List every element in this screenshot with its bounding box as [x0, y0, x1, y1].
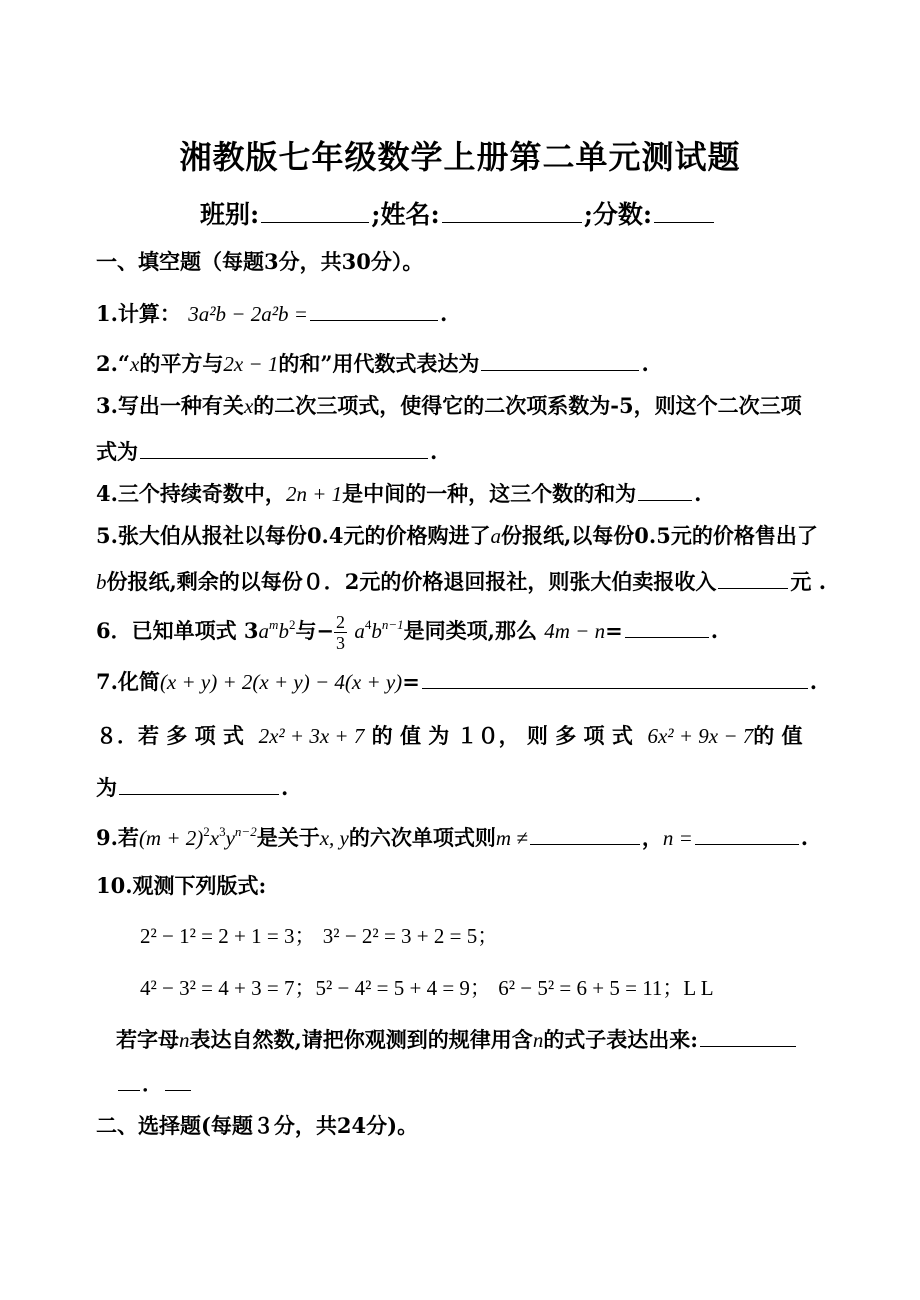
q3-text-b: 的二次三项式，使得它的二次项系数为-5，则这个二次三项	[253, 393, 802, 418]
question-3-line-2	[96, 436, 437, 466]
q3-text-a: 3.写出一种有关	[96, 393, 244, 418]
q6-label: 6．已知单项式 3	[96, 618, 259, 643]
q10-answer-blank-end[interactable]	[165, 1068, 191, 1091]
q9-m-blank[interactable]	[530, 822, 640, 845]
question-4	[96, 478, 701, 508]
q8-text-c: 的 值	[753, 723, 803, 748]
q10-ask-b: 表达自然数,请把你观测到的规律用含	[189, 1027, 533, 1052]
q7-label: 7.化简	[96, 669, 160, 694]
q1-expression: 3a²b − 2a²b =	[188, 302, 308, 326]
q2-end: .	[641, 351, 649, 376]
q9-n-eq: n =	[662, 826, 693, 850]
q7-expression: (x + y) + 2(x + y) − 4(x + y)	[159, 670, 403, 694]
q4-end: .	[694, 481, 702, 506]
q4-label: 4.三个持续奇数中，	[96, 481, 286, 506]
question-1	[96, 298, 447, 328]
question-2	[96, 348, 649, 378]
q3-end: .	[430, 439, 438, 464]
q6-text-a: 与−	[295, 618, 335, 643]
q7-answer-blank[interactable]	[422, 666, 808, 689]
student-info-line	[200, 195, 716, 231]
q1-answer-blank[interactable]	[310, 298, 438, 321]
question-8-line-2	[96, 772, 288, 802]
q2-text2: 的和”用代数式表达为	[278, 351, 480, 376]
q10-ask-c: 的式子表达出来:	[543, 1027, 699, 1052]
name-blank[interactable]	[442, 200, 582, 223]
q7-eq: =	[402, 669, 420, 694]
q10-ask-a: 若字母	[116, 1027, 179, 1052]
q5-text-d: 元的价格售出了	[670, 523, 818, 548]
q8-expression-1: 2x² + 3x + 7	[258, 724, 365, 748]
q2-answer-blank[interactable]	[481, 348, 639, 371]
q1-end: .	[439, 301, 448, 326]
q9-sep: ，	[641, 825, 663, 850]
q5-var-b: b	[96, 570, 107, 594]
q7-end: .	[809, 669, 818, 694]
question-10-label: 10.观测下列版式:	[96, 873, 267, 898]
q10-var-n: n	[179, 1028, 190, 1052]
q8-text-a: ８．若 多 项 式	[96, 723, 244, 748]
q8-answer-blank[interactable]	[119, 772, 279, 795]
question-3-line-1	[96, 392, 802, 420]
q6-frac-num: 2	[336, 612, 346, 632]
q10-answer-blank[interactable]	[700, 1024, 796, 1047]
score-label: ;分数:	[583, 200, 653, 229]
q5-text-c: 份报纸,以每份	[500, 523, 635, 548]
q9-text-a: 是关于	[256, 825, 320, 850]
q5-text-b: 元的价格购进了	[343, 523, 491, 548]
q10-row2-a: 4² − 3² = 4 + 3 = 7；	[140, 976, 316, 1000]
q9-text-b: 的六次单项式则	[348, 825, 496, 850]
q9-label: 9.若	[96, 825, 139, 850]
q2-expression: 2x − 1	[223, 352, 279, 376]
question-9: 9.若$(m + 2)^2x^3y^{n-2}$是关于x, y的六次单项式则m ≠ ，n = .	[96, 824, 809, 850]
question-8-line-1	[96, 722, 803, 750]
q2-var: x	[130, 352, 140, 376]
q6-eq: =	[605, 618, 623, 643]
q2-label: 2.“	[96, 351, 131, 376]
q5-text-f: 元 .	[790, 569, 827, 594]
q4-answer-blank[interactable]	[638, 478, 692, 501]
q10-row1-a: 2² − 1² = 2 + 1 = 3；	[140, 924, 316, 948]
q5-text-e: 份报纸,剩余的以每份０．2元的价格退回报社，则张大伯卖报收入	[106, 569, 717, 594]
score-blank[interactable]	[654, 200, 714, 223]
q5-answer-blank[interactable]	[718, 566, 788, 589]
question-7	[96, 666, 817, 696]
class-label: 班别:	[200, 200, 260, 229]
q6-end: .	[710, 618, 719, 643]
q4-expression: 2n + 1	[285, 482, 343, 506]
q3-var: x	[243, 394, 254, 418]
q10-answer-blank-cont[interactable]	[118, 1068, 140, 1091]
q5-price1: 0.4	[306, 523, 344, 548]
question-5-line-1	[96, 522, 818, 550]
q10-question: 若字母n表达自然数,请把你观测到的规律用含n的式子表达出来:	[116, 1024, 798, 1054]
q6-frac-den: 3	[336, 633, 346, 653]
q10-row1-b: 3² − 2² = 3 + 2 = 5；	[322, 924, 499, 948]
q8-text-b: 的 值 为 １０， 则 多 项 式	[371, 723, 633, 748]
section-1-heading: 一、填空题（每题3分，共30分）。	[96, 249, 424, 274]
q4-text: 是中间的一种，这三个数的和为	[342, 481, 637, 506]
q5-text-a: 5.张大伯从报社以每份	[96, 523, 307, 548]
q8-end: .	[281, 775, 289, 800]
q6-answer-blank[interactable]	[625, 615, 709, 638]
q9-n-blank[interactable]	[695, 822, 799, 845]
q10-row2-c: 6² − 5² = 6 + 5 = 11；L L	[498, 976, 714, 1000]
q10-row2-b: 5² − 4² = 5 + 4 = 9；	[315, 976, 491, 1000]
q9-end: .	[800, 825, 809, 850]
q9-m-neq: m ≠	[495, 826, 528, 850]
q8-line2: 为	[96, 775, 117, 800]
class-blank[interactable]	[261, 200, 369, 223]
q3-answer-blank[interactable]	[140, 436, 428, 459]
q2-text1: 的平方与	[139, 351, 224, 376]
q10-row-2	[140, 974, 714, 1002]
question-5-line-2	[96, 566, 826, 596]
section-2-heading: 二、选择题(每题３分，共24分)。	[96, 1113, 419, 1138]
name-label: ;姓名:	[371, 200, 440, 229]
question-6: 6．已知单项式 $3a^mb^2$与− $\frac{2}{3}$ $a^4b^{n-1}$是同类项,那么 4m − n= .	[96, 612, 719, 653]
q10-row-1	[140, 922, 498, 950]
q6-expression: 4m − n	[544, 619, 606, 643]
q6-text-b: 是同类项,那么	[403, 618, 537, 643]
q10-continuation	[116, 1068, 193, 1098]
q6-fraction	[334, 612, 347, 653]
page-title: 湘教版七年级数学上册第二单元测试题	[179, 138, 741, 176]
q5-var-a: a	[490, 524, 501, 548]
q8-expression-2: 6x² + 9x − 7	[647, 724, 754, 748]
q10-cont: ．	[142, 1071, 163, 1096]
q9-vars: x, y	[319, 826, 349, 850]
q3-line2: 式为	[96, 439, 138, 464]
q1-label: 1.计算：	[96, 301, 181, 326]
q5-price2: 0.5	[634, 523, 671, 548]
